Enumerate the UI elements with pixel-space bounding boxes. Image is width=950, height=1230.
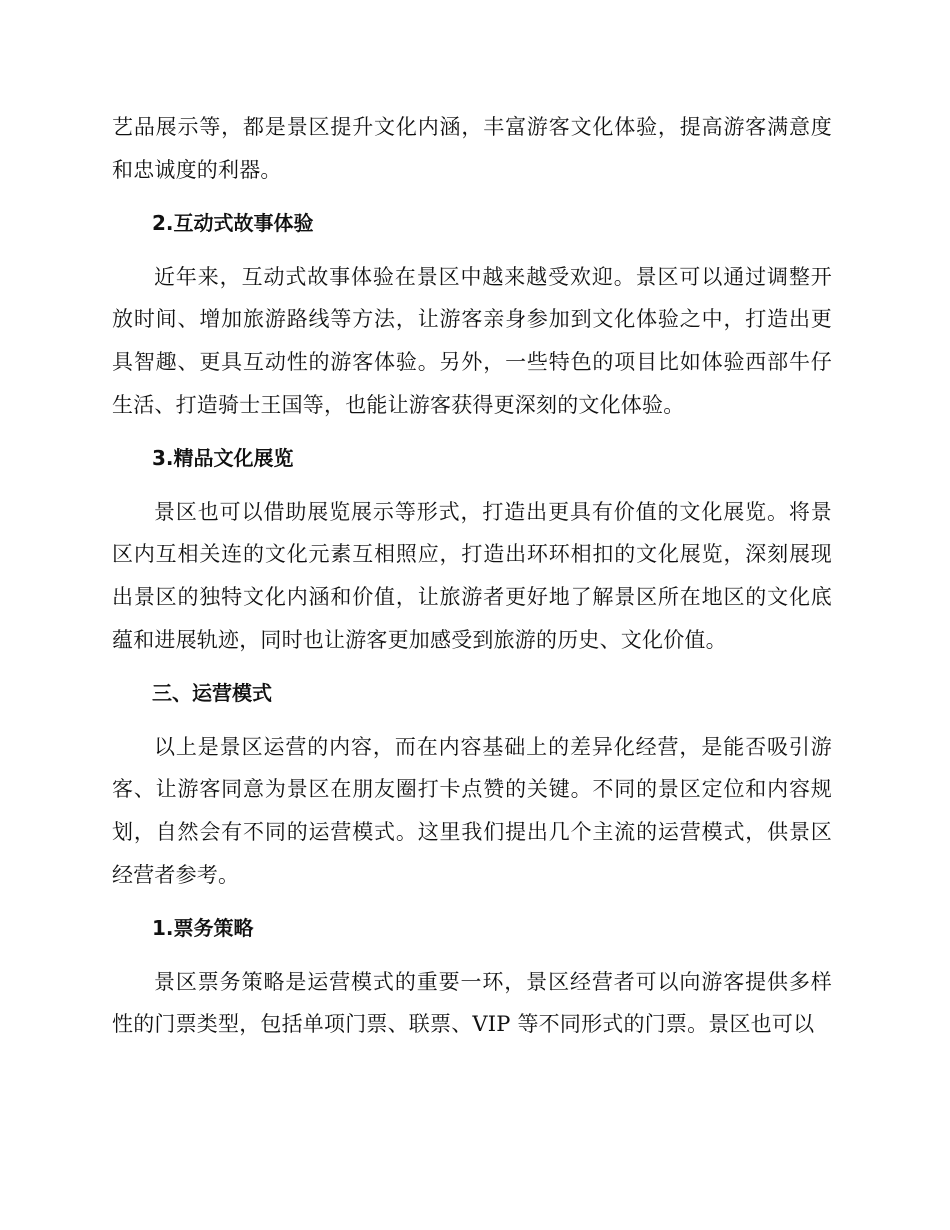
paragraph-operation-mode: 以上是景区运营的内容，而在内容基础上的差异化经营，是能否吸引游客、让游客同意为景区在朋友圈打卡点赞的关键。不同的景区定位和内容规划，自然会有不同的运营模式。这里我们提出几个主流的运营模式，供景区经营者参考。 (112, 734, 832, 887)
section-heading-interactive-story: 2.互动式故事体验 (152, 211, 314, 236)
section-heading-operation-mode: 三、运营模式 (152, 681, 272, 706)
section-heading-culture-exhibition: 3.精品文化展览 (152, 446, 294, 471)
section-heading-ticket-strategy: 1.票务策略 (152, 916, 254, 941)
paragraph-interactive-story: 近年来，互动式故事体验在景区中越来越受欢迎。景区可以通过调整开放时间、增加旅游路线等方法，让游客亲身参加到文化体验之中，打造出更具智趣、更具互动性的游客体验。另外，一些特色的项目比如体验西部牛仔生活、打造骑士王国等，也能让游客获得更深刻的文化体验。 (112, 264, 832, 417)
paragraph-culture-exhibition: 景区也可以借助展览展示等形式，打造出更具有价值的文化展览。将景区内互相关连的文化元素互相照应，打造出环环相扣的文化展览，深刻展现出景区的独特文化内涵和价值，让旅游者更好地了解景区所在地区的文化底蕴和进展轨迹，同时也让游客更加感受到旅游的历史、文化价值。 (112, 499, 832, 652)
paragraph-continued: 艺品展示等，都是景区提升文化内涵，丰富游客文化体验，提高游客满意度和忠诚度的利器。 (112, 115, 832, 182)
paragraph-ticket-strategy: 景区票务策略是运营模式的重要一环，景区经营者可以向游客提供多样性的门票类型，包括单项门票、联票、VIP 等不同形式的门票。景区也可以 (112, 969, 832, 1037)
document-body (112, 106, 832, 1046)
